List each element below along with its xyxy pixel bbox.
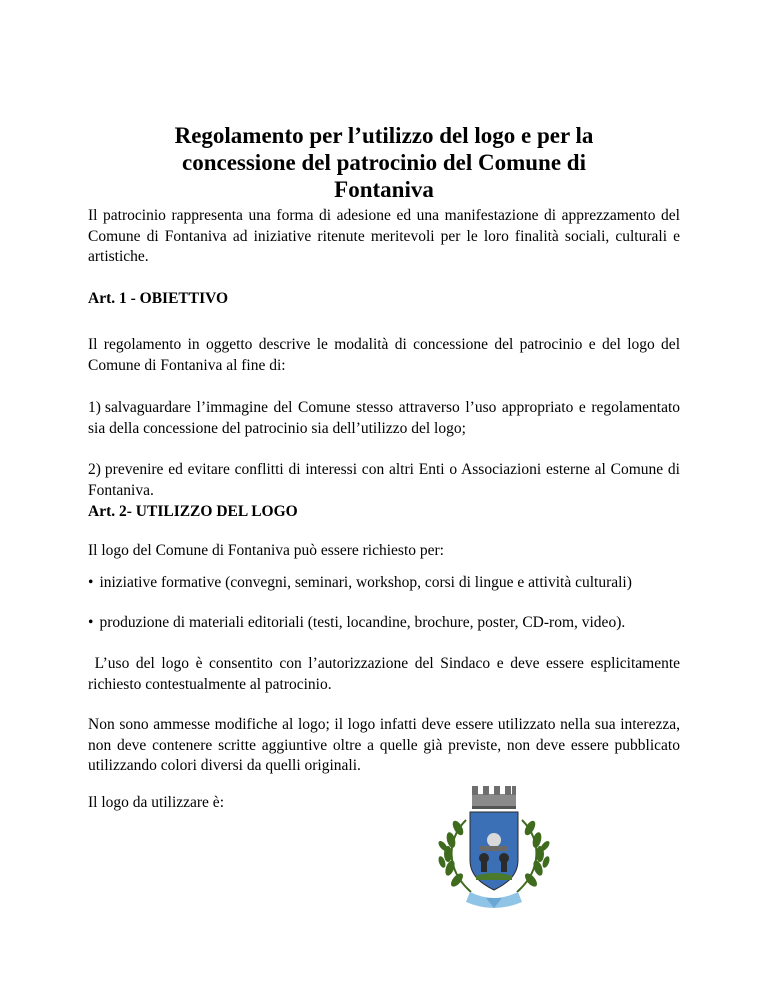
art2-bullet-1 <box>88 573 708 593</box>
art2-paragraph: Il logo del Comune di Fontaniva può essere richiesto per: <box>88 542 444 559</box>
bullet-icon: • <box>88 574 94 591</box>
item-number: 1) <box>88 399 101 416</box>
item-number: 2) <box>88 461 101 478</box>
item-text: salvaguardare l’immagine del Comune stesso attraverso l’uso appropriato e regolamentato sia della concessione del patrocinio sia dell’utilizzo del logo; <box>88 399 680 437</box>
bullet-icon: • <box>88 614 94 631</box>
municipal-coat-of-arms-logo <box>436 780 552 916</box>
art2-heading-rest: 2- UTILIZZO DEL LOGO <box>115 503 298 520</box>
item-text: prevenire ed evitare conflitti di interessi con altri Enti o Associazioni esterne al Comune di Fontaniva. <box>88 461 680 499</box>
ribbon-icon <box>466 892 522 908</box>
art2-heading-prefix: Art. <box>88 503 116 520</box>
logo-label: Il logo da utilizzare è: <box>88 794 224 811</box>
intro-paragraph: Il patrocinio rappresenta una forma di adesione ed una manifestazione di apprezzamento del Comune di Fontaniva ad iniziative ritenute meritevoli per le loro finalità sociali, culturali e artistiche. <box>88 207 680 265</box>
art1-paragraph: Il regolamento in oggetto descrive le modalità di concessione del patrocinio e del logo del Comune di Fontaniva al fine di: <box>88 336 680 374</box>
art1-item-1 <box>88 398 680 439</box>
art2-usage-paragraph: L’uso del logo è consentito con l’autorizzazione del Sindaco e deve essere esplicitamente richiesto contestualmente al patrocinio. <box>88 655 684 693</box>
art2-restrictions-paragraph: Non sono ammesse modifiche al logo; il logo infatti deve essere utilizzato nella sua interezza, non deve contenere scritte aggiuntive oltre a quelle già previste, non deve essere pubblicato utilizzando colori diversi da quelli originali. <box>88 716 680 774</box>
bullet-text: iniziative formative (convegni, seminari, workshop, corsi di lingue e attività culturali) <box>99 574 632 591</box>
crown-icon <box>472 786 516 809</box>
wreath-right <box>517 819 551 892</box>
art1-item-2 <box>88 460 680 501</box>
document-title <box>90 122 678 203</box>
art1-heading: Art. 1 - OBIETTIVO <box>88 290 229 307</box>
title-line-1: Regolamento per l’utilizzo del logo e per la <box>174 123 594 148</box>
art2-bullet-2 <box>88 613 708 633</box>
title-line-2: concessione del patrocinio del Comune di <box>181 150 586 175</box>
art2-heading <box>88 502 680 522</box>
wreath-left <box>437 819 471 892</box>
title-line-3: Fontaniva <box>334 177 434 202</box>
bullet-text: produzione di materiali editoriali (testi, locandine, brochure, poster, CD-rom, video). <box>99 614 626 631</box>
